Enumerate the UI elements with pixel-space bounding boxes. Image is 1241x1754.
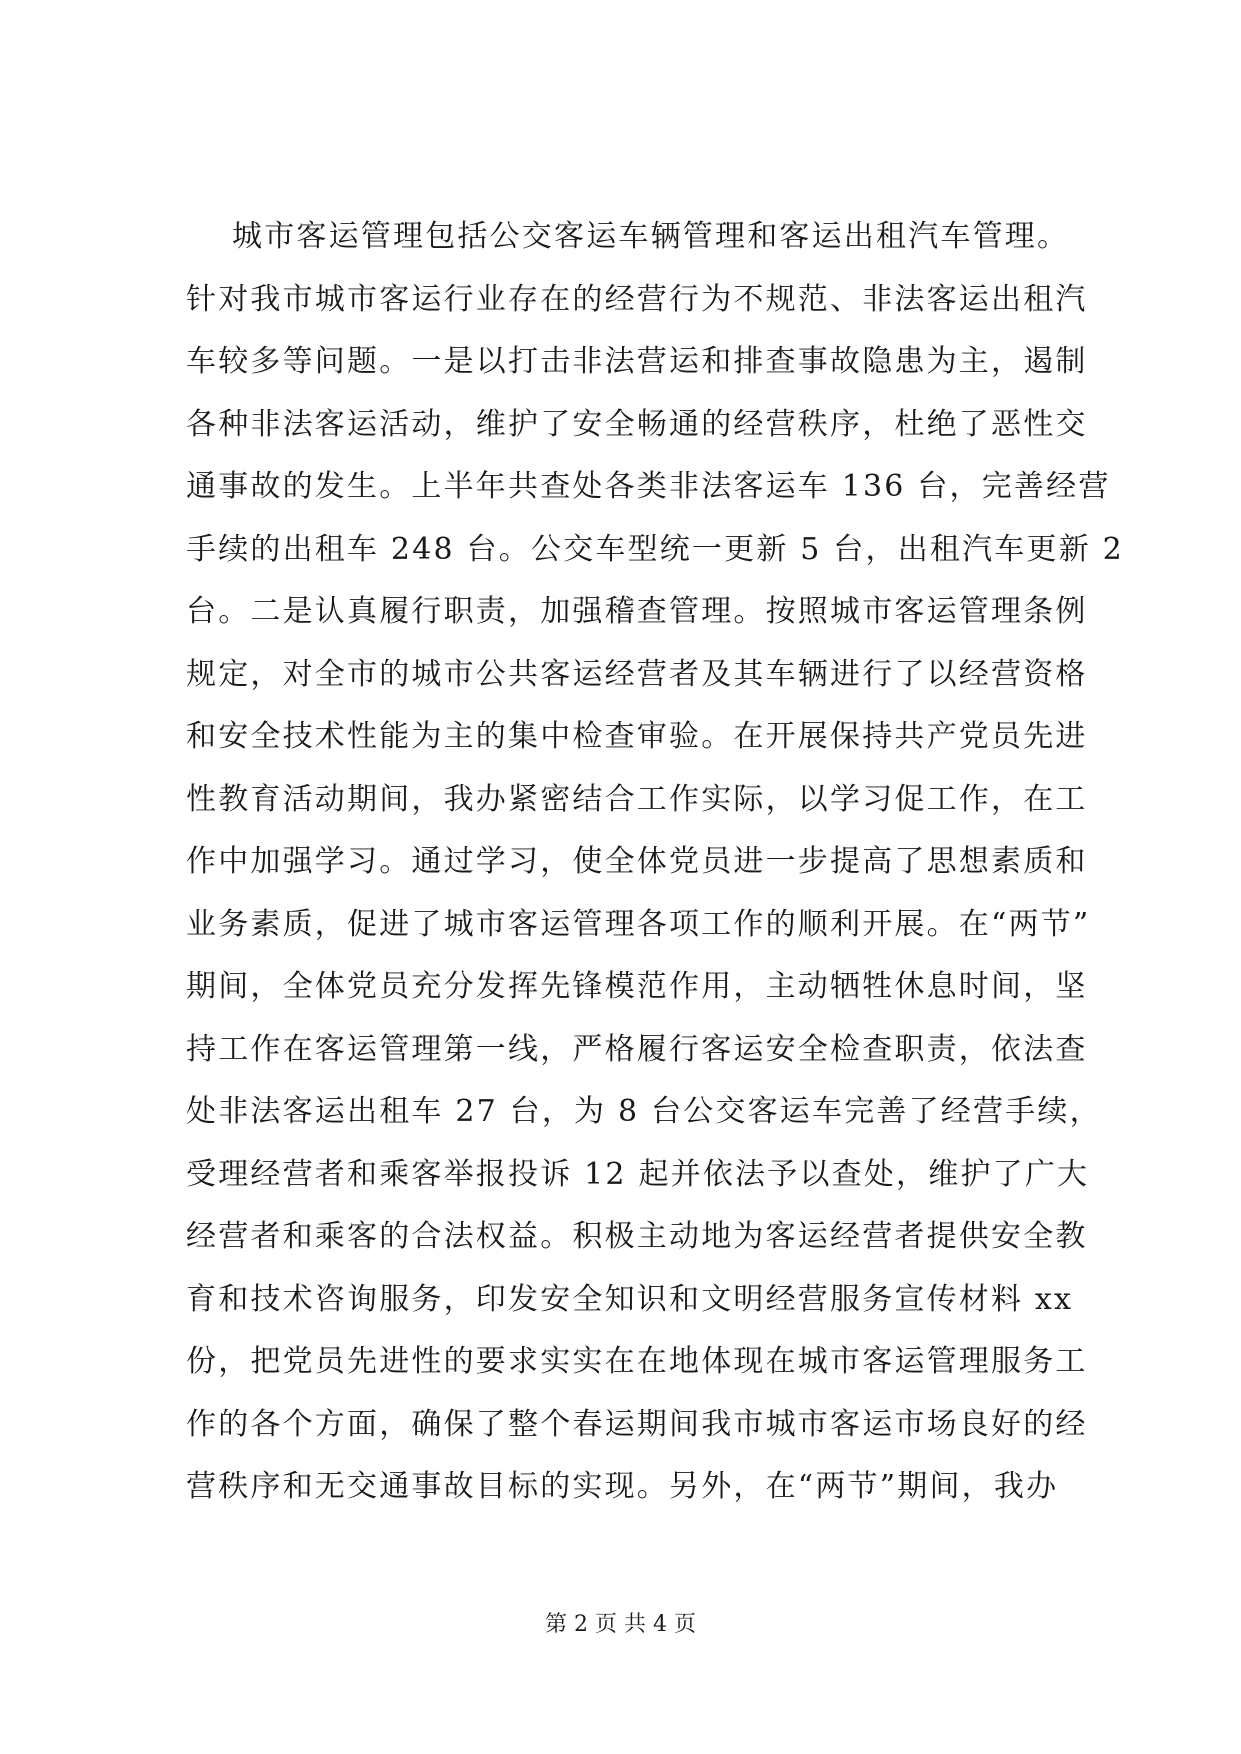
text-line: 手续的出租车 248 台。公交车型统一更新 5 台，出租汽车更新 2 — [186, 531, 1124, 567]
text-line: 业务素质，促进了城市客运管理各项工作的顺利开展。在“两节” — [186, 906, 1091, 942]
text-line: 和安全技术性能为主的集中检查审验。在开展保持共产党员先进 — [186, 719, 1088, 754]
text-line: 持工作在客运管理第一线，严格履行客运安全检查职责，依法查 — [186, 1031, 1088, 1067]
text-line: 作中加强学习。通过学习，使全体党员进一步提高了思想素质和 — [186, 844, 1088, 879]
text-line: 针对我市城市客运行业存在的经营行为不规范、非法客运出租汽 — [186, 281, 1088, 317]
text-line: 各种非法客运活动，维护了安全畅通的经营秩序，杜绝了恶性交 — [186, 406, 1088, 442]
text-line: 通事故的发生。上半年共查处各类非法客运车 136 台，完善经营 — [186, 469, 1111, 504]
text-line: 受理经营者和乘客举报投诉 12 起并依法予以查处，维护了广大 — [186, 1156, 1090, 1192]
text-line: 性教育活动期间，我办紧密结合工作实际，以学习促工作，在工 — [186, 781, 1088, 817]
text-line: 车较多等问题。一是以打击非法营运和排查事故隐患为主，遏制 — [186, 344, 1088, 379]
body-paragraph — [186, 206, 1124, 1519]
text-line: 营秩序和无交通事故目标的实现。另外，在“两节”期间，我办 — [186, 1469, 1059, 1504]
text-line: 城市客运管理包括公交客运车辆管理和客运出租汽车管理。 — [232, 219, 1070, 254]
text-line: 育和技术咨询服务，印发安全知识和文明经营服务宣传材料 xx — [186, 1281, 1074, 1317]
page-number-footer: 第 2 页 共 4 页 — [545, 1612, 696, 1637]
text-line: 处非法客运出租车 27 台，为 8 台公交客运车完善了经营手续， — [186, 1094, 1102, 1129]
text-line: 经营者和乘客的合法权益。积极主动地为客运经营者提供安全教 — [186, 1219, 1088, 1254]
text-line: 作的各个方面，确保了整个春运期间我市城市客运市场良好的经 — [186, 1406, 1088, 1442]
text-line: 规定，对全市的城市公共客运经营者及其车辆进行了以经营资格 — [186, 656, 1088, 692]
text-line: 期间，全体党员充分发挥先锋模范作用，主动牺牲休息时间，坚 — [186, 969, 1088, 1004]
text-line: 份，把党员先进性的要求实实在在地体现在城市客运管理服务工 — [186, 1344, 1088, 1379]
text-line: 台。二是认真履行职责，加强稽查管理。按照城市客运管理条例 — [186, 594, 1088, 629]
